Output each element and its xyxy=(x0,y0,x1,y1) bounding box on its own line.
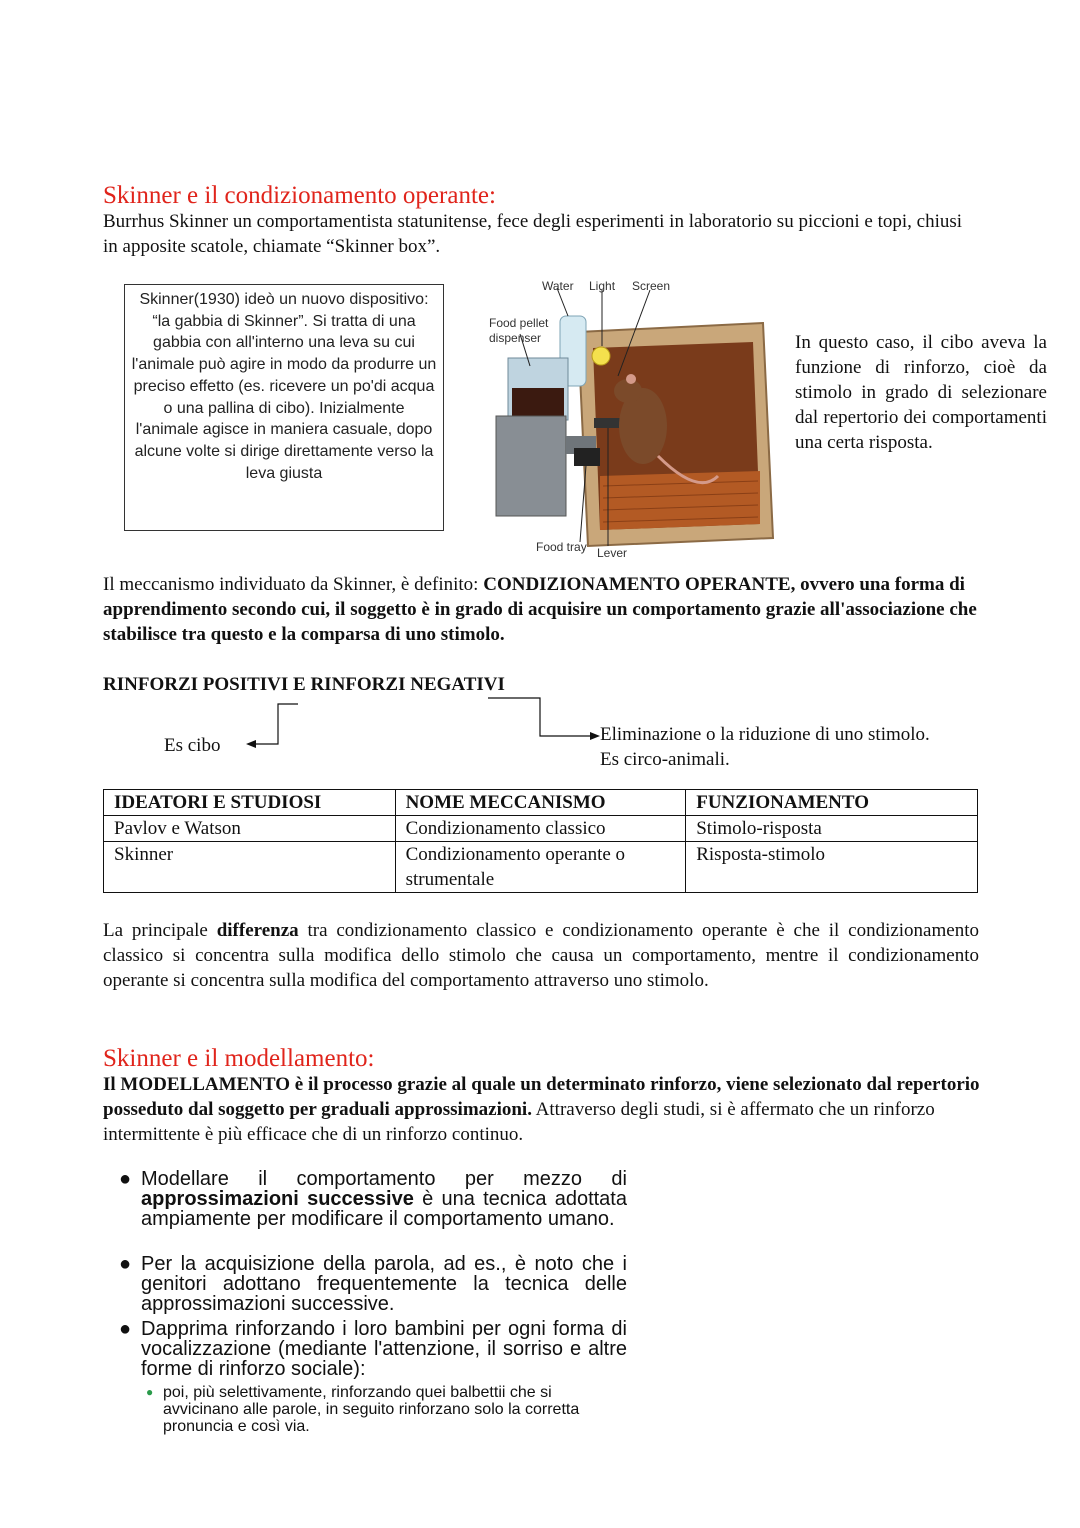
reinforcement-side-text: In questo caso, il cibo aveva la funzione di rinforzo, cioè da stimolo in grado di selezionare dal repertorio dei comportamenti una certa risposta. xyxy=(795,332,1047,453)
bullet-text: Per la acquisizione della parola, ad es., è noto che i genitori adottano frequentemente la tecnica delle approssimazioni successive. xyxy=(141,1253,627,1315)
mechanism-plain: Il meccanismo individuato da Skinner, è definito: xyxy=(103,574,484,595)
section-title-shaping: Skinner e il modellamento: xyxy=(103,1045,375,1072)
label-dispenser: dispenser xyxy=(489,331,542,345)
label-water: Water xyxy=(542,279,574,293)
shaping-definition xyxy=(103,1072,981,1147)
section-title-operant: Skinner e il condizionamento operante: xyxy=(103,182,496,209)
bullet-text: Dapprima rinforzando i loro bambini per ogni forma di vocalizzazione (mediante l'attenzione, il sorriso e altre forme di rinforzo sociale): xyxy=(141,1318,627,1380)
positive-example: Es cibo xyxy=(164,735,221,756)
negative-example: Es circo-animali. xyxy=(600,749,730,770)
bullet-text: Modellare il comportamento per mezzo di xyxy=(141,1168,627,1190)
bullet-dot-icon: ● xyxy=(119,1318,132,1340)
skinner-box-description: Skinner(1930) ideò un nuovo dispositivo: “la gabbia di Skinner”. Si tratta di una gabbia con all'interno una leva su cui l'animale può agire in modo da produrre un preciso effetto (es. ricevere un po'di acqua o una pallina di cibo). Inizialmente l'animale agisce in maniera casuale, dopo alcune volte si dirige direttamente verso la leva giusta xyxy=(124,284,444,531)
skinner-box-figure xyxy=(468,276,780,566)
table-header: FUNZIONAMENTO xyxy=(686,790,978,816)
sub-list-item xyxy=(146,1384,627,1435)
difference-post: tra condizionamento classico e condizionamento operante è che il condizionamento classico si concentra sulla modifica dello stimolo che causa un comportamento, mentre il condizionamento operante si concentra sulla modifica del comportamento attraverso uno stimolo. xyxy=(103,920,979,991)
table-row xyxy=(104,842,978,893)
mechanism-paragraph xyxy=(103,572,981,647)
shaping-definition-plain: Attraverso degli studi, si è affermato che un rinforzo intermittente è più efficace che di un rinforzo continuo. xyxy=(103,1099,935,1145)
table-cell: Stimolo-risposta xyxy=(686,816,978,842)
bullet-dot-icon: ● xyxy=(119,1253,132,1275)
table-header-row xyxy=(104,790,978,816)
table-row xyxy=(104,816,978,842)
reinforcers-heading: RINFORZI POSITIVI E RINFORZI NEGATIVI xyxy=(103,674,505,695)
shaping-definition-bold: Il MODELLAMENTO è il processo grazie al quale un determinato rinforzo, viene selezionato dal repertorio posseduto dal soggetto per graduali approssimazioni. xyxy=(103,1074,980,1120)
sub-bullet-icon: ● xyxy=(146,1385,154,1399)
table-cell: Risposta-stimolo xyxy=(686,842,978,893)
table-cell: Pavlov e Watson xyxy=(104,816,396,842)
table-header: IDEATORI E STUDIOSI xyxy=(104,790,396,816)
bullet-text: è una tecnica adottata ampiamente per modificare il comportamento umano. xyxy=(141,1188,627,1230)
sub-bullet-text: poi, più selettivamente, rinforzando quei balbettii che si avvicinano alle parole, in seguito rinforzano solo la corretta pronuncia e così via. xyxy=(163,1384,580,1435)
list-item xyxy=(119,1168,627,1230)
bullet-dot-icon: ● xyxy=(119,1168,132,1190)
table-cell: Condizionamento classico xyxy=(395,816,686,842)
label-food-tray: Food tray xyxy=(536,540,587,554)
label-light: Light xyxy=(589,279,616,293)
difference-pre: La principale xyxy=(103,920,217,941)
intro-paragraph: Burrhus Skinner un comportamentista statunitense, fece degli esperimenti in laboratorio su piccioni e topi, chiusi in apposite scatole, chiamate “Skinner box”. xyxy=(103,211,963,257)
label-screen: Screen xyxy=(632,279,671,293)
difference-paragraph xyxy=(103,918,979,993)
table-cell: Condizionamento operante o strumentale xyxy=(395,842,686,893)
list-item xyxy=(119,1253,627,1315)
label-food-pellet: Food pellet xyxy=(489,316,549,330)
table-cell: Skinner xyxy=(104,842,396,893)
reinforcer-arrows xyxy=(240,696,610,756)
mechanisms-table xyxy=(103,789,978,893)
mechanism-bold: CONDIZIONAMENTO OPERANTE, ovvero una forma di apprendimento secondo cui, il soggetto è in grado di acquisire un comportamento grazie all'associazione che stabilisce tra questo e la comparsa di uno stimolo. xyxy=(103,574,977,645)
list-item xyxy=(119,1318,627,1380)
bullet-bold: approssimazioni successive xyxy=(141,1188,414,1210)
negative-description: Eliminazione o la riduzione di uno stimolo. xyxy=(600,724,930,745)
label-lever: Lever xyxy=(597,546,628,560)
table-header: NOME MECCANISMO xyxy=(395,790,686,816)
difference-bold: differenza xyxy=(216,920,299,941)
